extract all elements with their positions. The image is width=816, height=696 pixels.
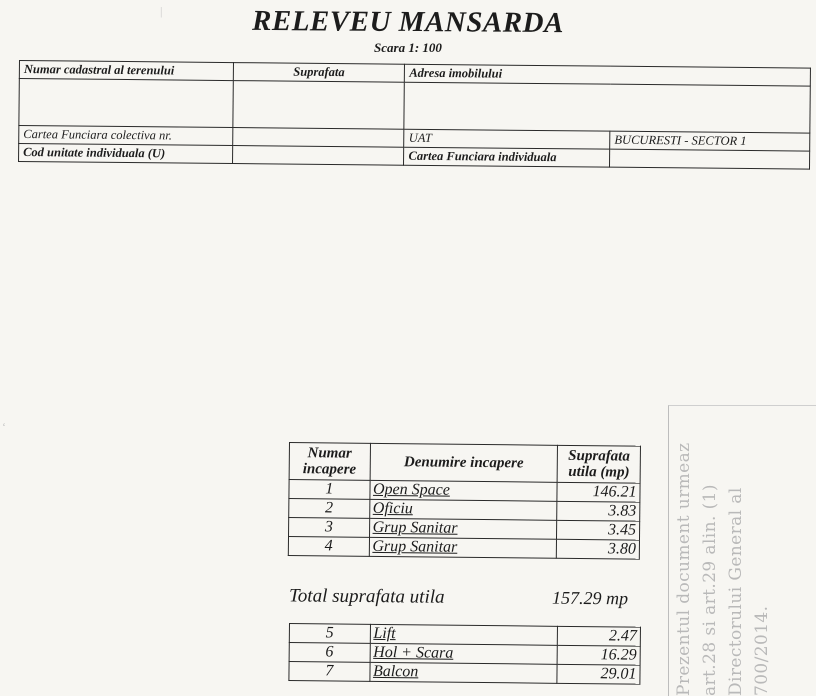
room-area: 29.01 — [557, 664, 640, 684]
room-name: Grup Sanitar — [369, 537, 557, 558]
uat-value: BUCURESTI - SECTOR 1 — [610, 131, 810, 151]
header-row-empty — [19, 79, 810, 134]
room-name: Open Space — [369, 480, 557, 501]
col-area-header: Suprafata utila (mp) — [557, 445, 640, 483]
area-label: Suprafata — [233, 63, 405, 83]
total-usable-area — [289, 585, 659, 610]
room-name: Grup Sanitar — [369, 518, 557, 539]
room-name: Hol + Scara — [370, 643, 558, 664]
stamp-line-1: Prezentul document urmeaz — [674, 442, 694, 696]
total-value: 157.29 mp — [551, 587, 629, 609]
room-number: 2 — [289, 499, 370, 519]
address-value-cell — [404, 82, 810, 133]
room-number: 3 — [289, 518, 370, 538]
stamp-line-2: art.28 si art.29 alin. (1) — [700, 484, 720, 696]
room-number: 1 — [289, 480, 370, 500]
table-row — [289, 662, 640, 685]
room-area: 16.29 — [557, 645, 640, 665]
rooms-table — [288, 442, 641, 560]
room-area: 3.83 — [557, 501, 640, 521]
rooms-header-row — [289, 443, 640, 484]
room-number: 5 — [289, 624, 370, 644]
stamp-line-3: Directorului General al — [726, 487, 746, 696]
extras-table — [288, 623, 641, 685]
document-title: RELEVEU MANSARDA — [251, 4, 565, 40]
unit-code-value — [232, 146, 404, 166]
scale-label: Scara 1: 100 — [374, 40, 442, 55]
table-row — [288, 537, 639, 560]
stamp-line-4: 700/2014. — [752, 605, 772, 696]
room-number: 4 — [288, 537, 369, 557]
room-area: 146.21 — [557, 482, 640, 502]
scan-speck-mark: ʻ — [2, 420, 6, 434]
faded-stamp-note — [668, 405, 816, 696]
room-area: 3.45 — [557, 520, 640, 540]
address-label: Adresa imobilului — [405, 64, 811, 86]
room-area: 2.47 — [558, 626, 641, 646]
scan-speck-mark: | — [160, 4, 163, 18]
land-book-collective-label: Cartea Funciara colectiva nr. — [19, 126, 233, 146]
room-area: 3.80 — [557, 539, 640, 559]
land-book-individual-value — [610, 149, 810, 169]
room-name: Oficiu — [369, 499, 557, 520]
cadastral-label: Numar cadastral al terenului — [19, 61, 233, 81]
uat-label: UAT — [404, 129, 610, 149]
room-number: 6 — [289, 643, 370, 663]
unit-code-label: Cod unitate individuala (U) — [19, 144, 233, 164]
cadastral-value-cell — [19, 79, 233, 128]
col-name-header: Denumire incapere — [370, 443, 558, 482]
col-number-header: Numar incapere — [289, 443, 370, 481]
area-value-cell — [233, 81, 405, 130]
land-book-individual-label: Cartea Funciara individuala — [404, 147, 610, 167]
header-table — [18, 60, 811, 170]
room-name: Lift — [370, 624, 558, 645]
total-label: Total suprafata utila — [288, 585, 445, 608]
room-number: 7 — [289, 662, 370, 682]
room-name: Balcon — [369, 662, 557, 683]
land-book-collective-value — [232, 128, 404, 148]
